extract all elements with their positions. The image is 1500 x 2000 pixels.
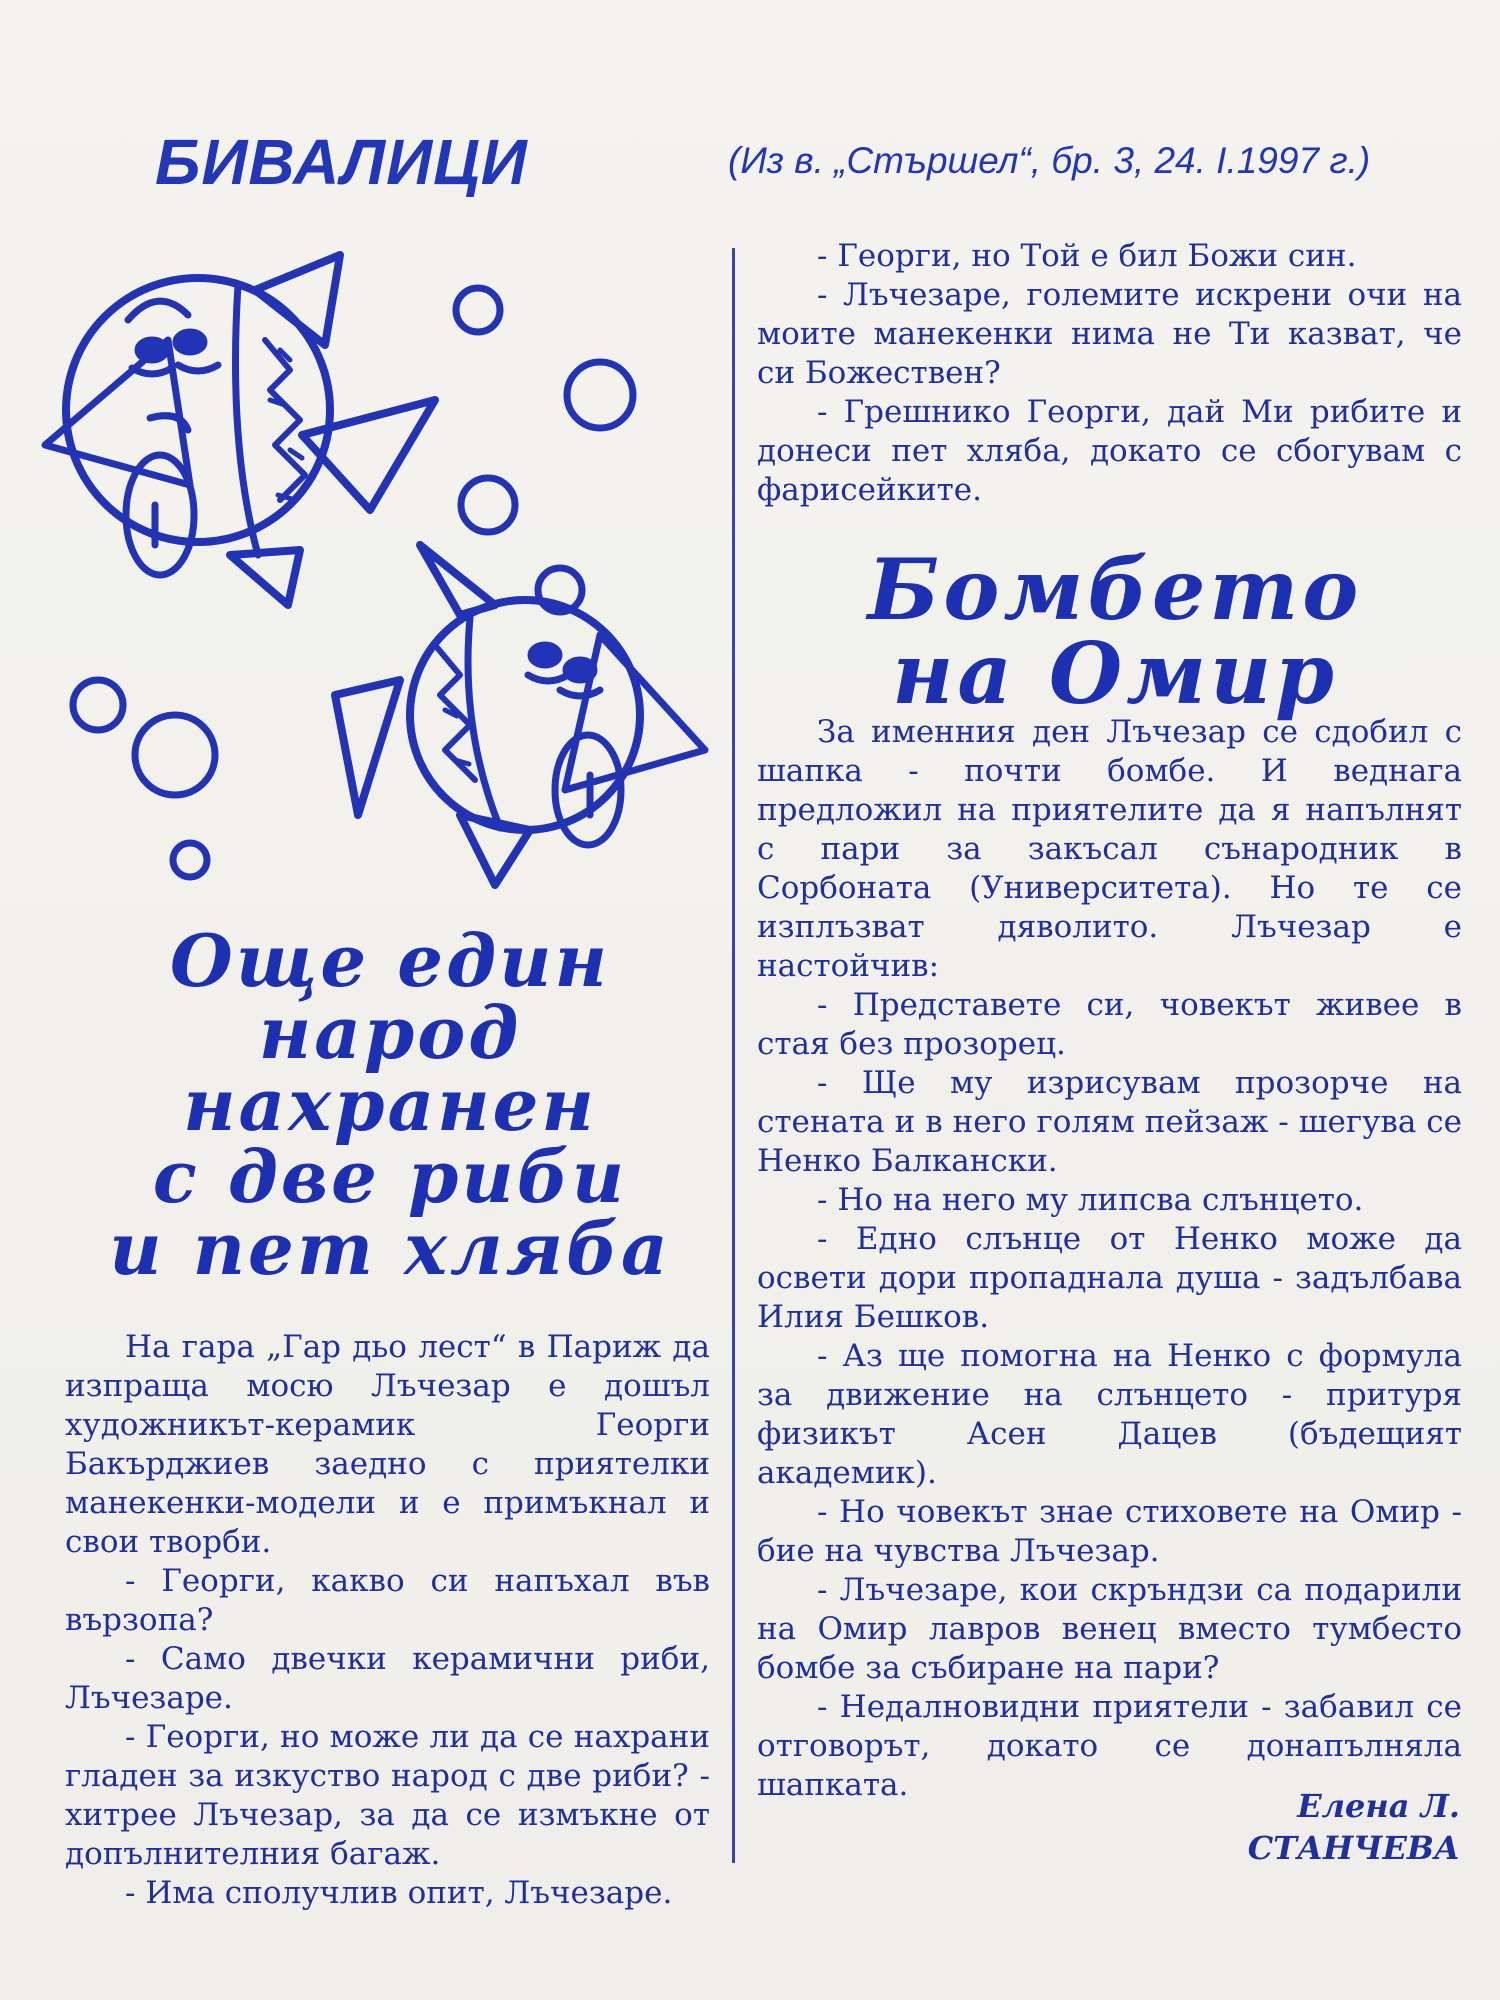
headline-line: народ: [258, 990, 522, 1075]
author-name: Елена Л.: [1297, 1787, 1460, 1825]
article1-body-right: [757, 237, 1462, 510]
fish-icon: [335, 545, 705, 885]
paragraph: - Аз ще помогна на Ненко с формула за движение на слънцето - притуря физикът Асен Дацев (бъдещият академик).: [757, 1338, 1462, 1491]
headline-line: Бомбето: [867, 540, 1363, 639]
paragraph: - Ще му изрисувам прозорче на стената и в него голям пейзаж - шегува се Ненко Балкански.: [757, 1065, 1462, 1179]
author-signature: [1100, 1785, 1460, 1869]
paragraph: - Лъчезаре, големите искрени очи на моите манекенки нима не Ти казват, че си Божествен?: [757, 277, 1462, 391]
headline-line: на Омир: [892, 624, 1338, 723]
source-citation: (Из в. „Стършел“, бр. 3, 24. I.1997 г.): [728, 140, 1371, 181]
paragraph: - Георги, но Той е бил Божи син.: [817, 238, 1357, 274]
section-title: БИВАЛИЦИ: [155, 126, 528, 198]
paragraph: - Недалновидни приятели - забавил се отговорът, докато се донапълняла шапката.: [757, 1689, 1462, 1803]
paragraph: - Но на него му липсва слънцето.: [817, 1182, 1364, 1218]
headline-line: нахранен: [183, 1062, 597, 1147]
paragraph: За именния ден Лъчезар се сдобил с шапка - почти бомбе. И веднага предложил на приятелите да я напълнят с пари за закъсал сънародник в Сорбоната (Университета). Но те се изплъзват дяволито. Лъчезар е настойчив:: [757, 714, 1462, 984]
column-divider: [732, 248, 735, 1863]
article1-headline: [60, 918, 720, 1291]
bubble: [456, 288, 500, 332]
paragraph: - Георги, какво си напъхал във вързопа?: [65, 1563, 710, 1638]
headline-line: Още един: [170, 918, 610, 1003]
bubble: [173, 843, 207, 877]
article2-headline: [800, 540, 1430, 723]
paragraph: - Едно слънце от Ненко може да освети дори пропаднала душа - задълбава Илия Бешков.: [757, 1221, 1462, 1335]
paragraph: - Представете си, човекът живее в стая без прозорец.: [757, 987, 1462, 1062]
bubble: [73, 680, 123, 730]
paragraph: - Лъчезаре, кои скръндзи са подарили на Омир лавров венец вместо тумбесто бомбе за събиране на пари?: [757, 1572, 1462, 1686]
paragraph: - Само двечки керамични риби, Лъчезаре.: [65, 1641, 710, 1716]
author-surname: СТАНЧЕВА: [1247, 1829, 1460, 1867]
paragraph: - Има сполучлив опит, Лъчезаре.: [125, 1875, 673, 1911]
article2-body: [757, 713, 1462, 1805]
paragraph: На гара „Гар дьо лест“ в Париж да изпраща мосю Лъчезар е дошъл художникът-керамик Георги Бакърджиев заедно с приятелки манекенки-модели и е примъкнал и свои творби.: [65, 1329, 710, 1560]
article1-body-left: [65, 1328, 710, 1913]
fish-icon: [45, 255, 435, 605]
bubble: [567, 362, 633, 428]
headline-line: и пет хляба: [109, 1206, 671, 1291]
paragraph: - Но човекът знае стиховете на Омир - бие на чувства Лъчезар.: [757, 1494, 1462, 1569]
paragraph: - Грешнико Георги, дай Ми рибите и донеси пет хляба, докато се сбогувам с фарисейките.: [757, 394, 1462, 508]
headline-line: с две риби: [152, 1134, 628, 1219]
paragraph: - Георги, но може ли да се нахрани гладен за изкуство народ с две риби? - хитрее Лъчезар, за да се измъкне от допълнителния багаж.: [65, 1719, 710, 1872]
bubble: [135, 715, 215, 795]
bubble: [461, 478, 515, 532]
fish-illustration: [40, 250, 720, 910]
